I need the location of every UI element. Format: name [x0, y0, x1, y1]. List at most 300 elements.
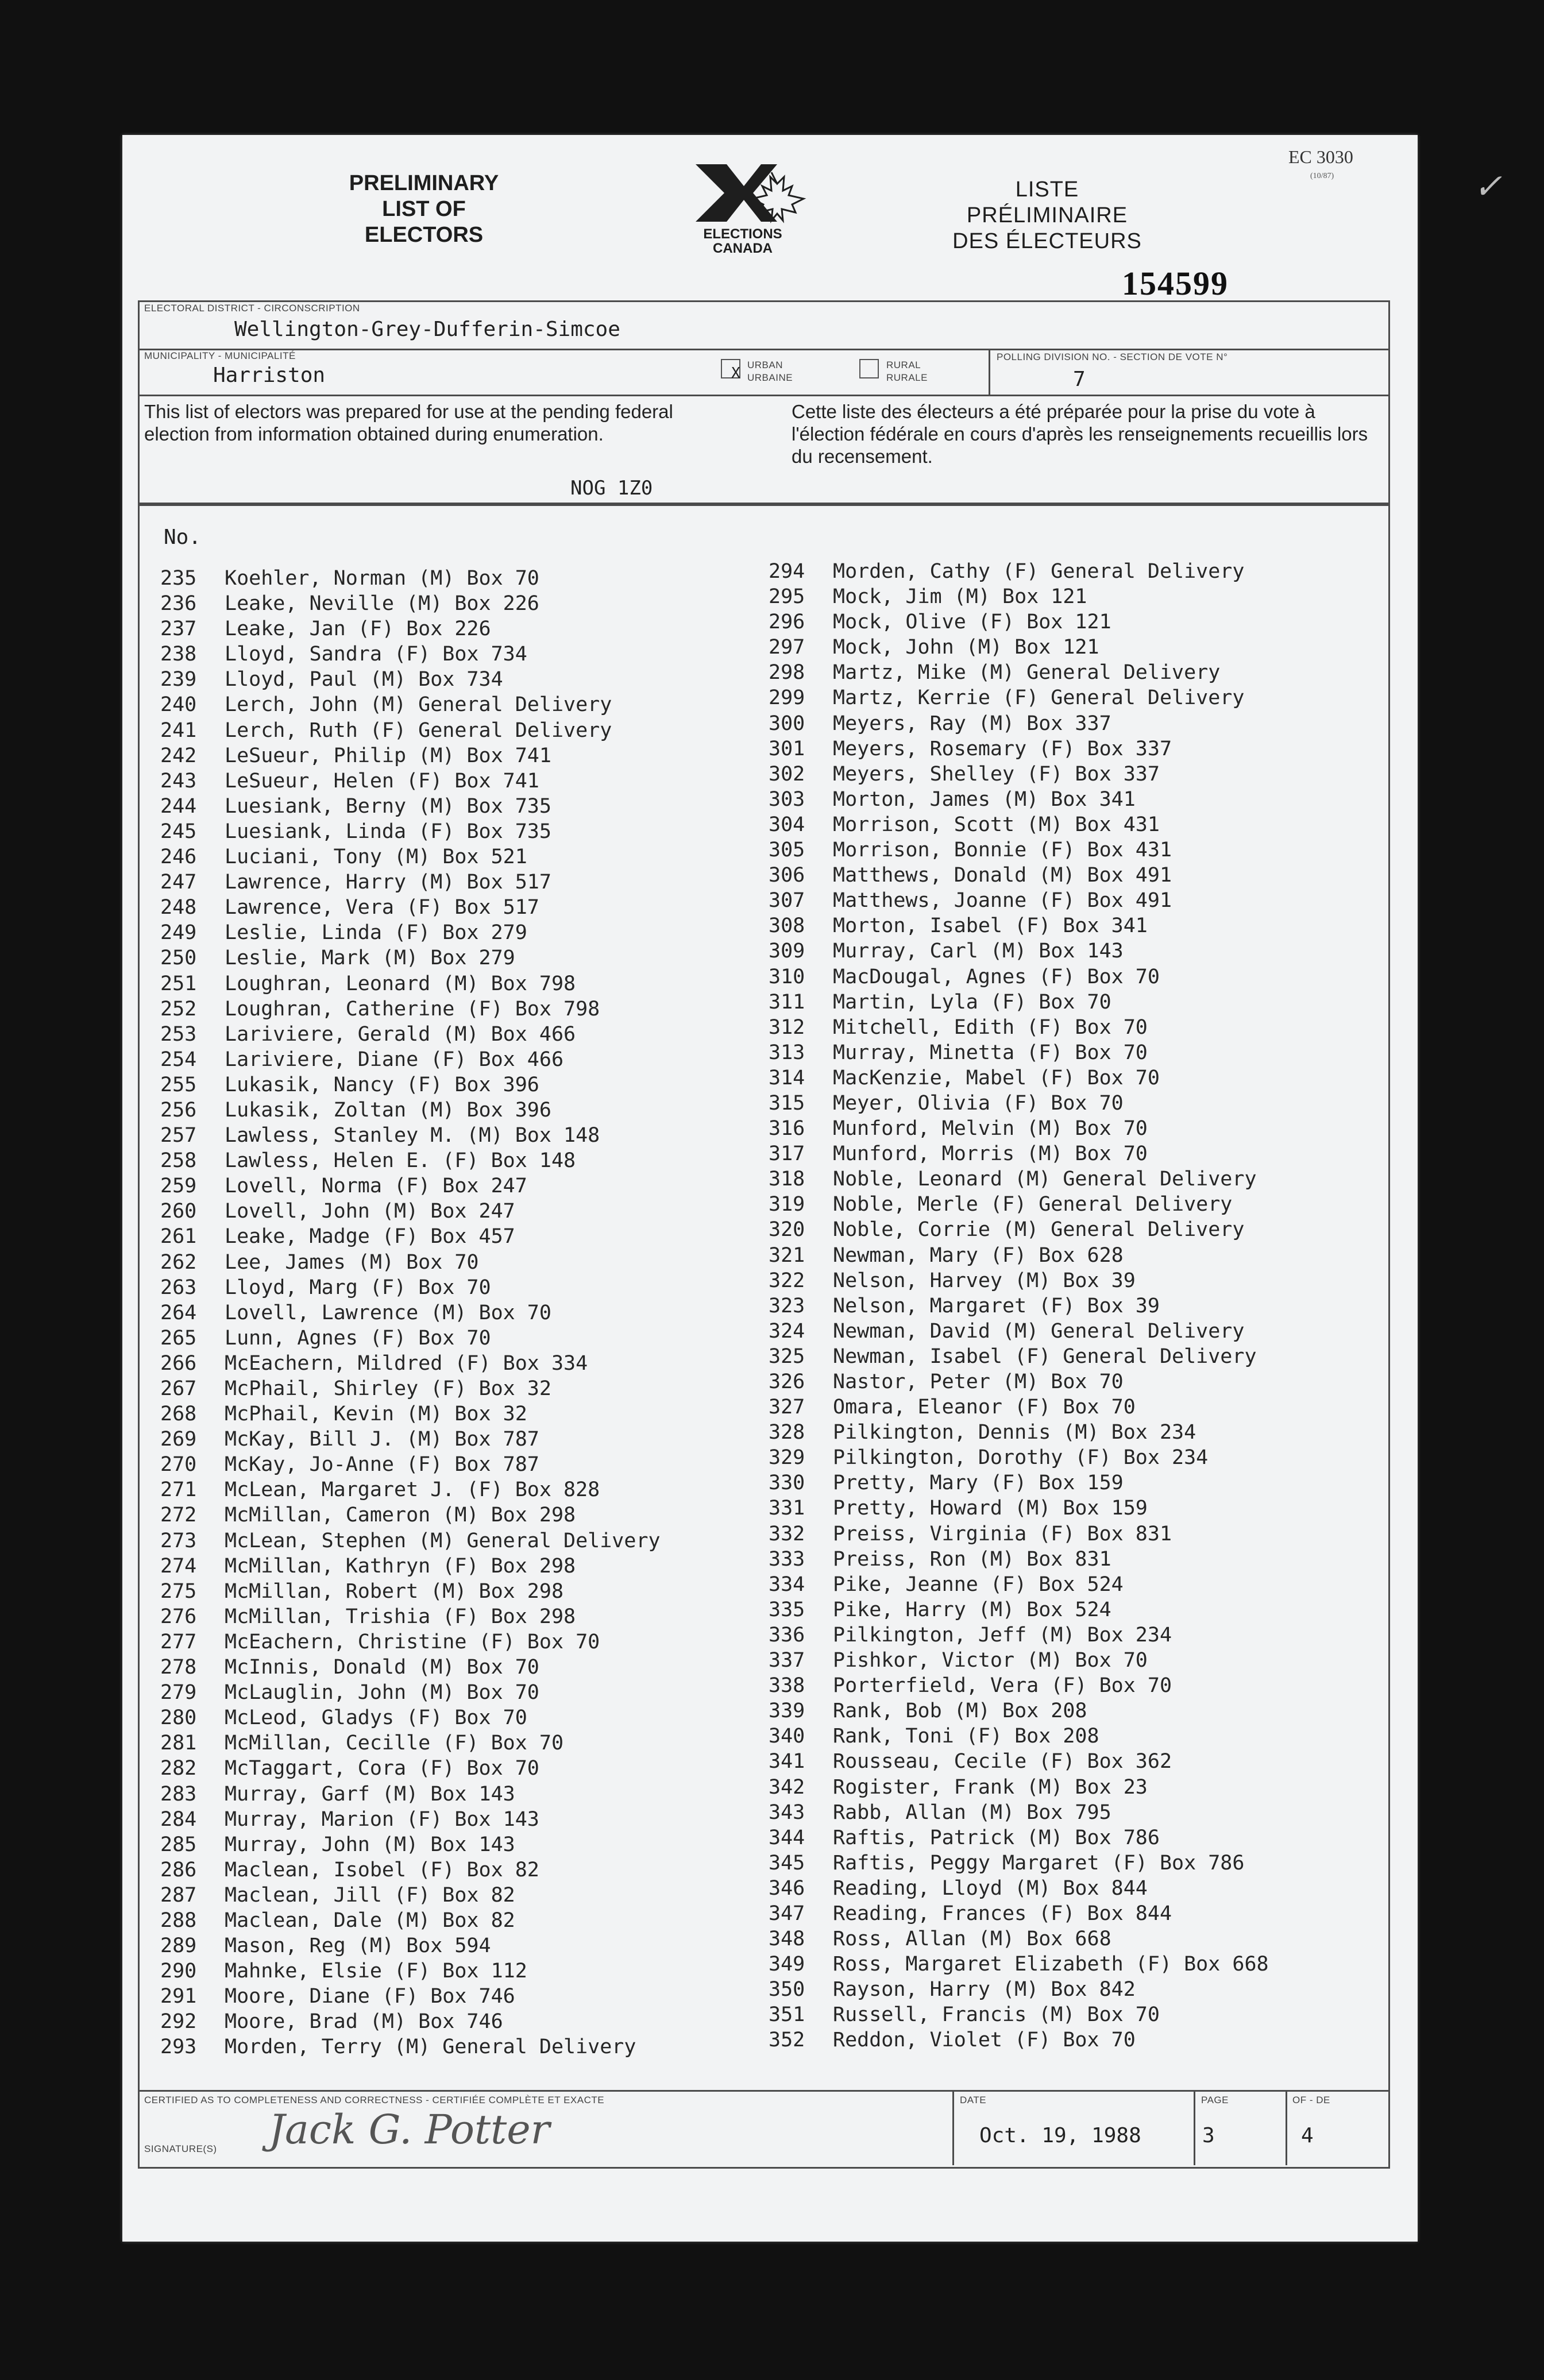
elector-entry: Luesiank, Berny (M) Box 735 [225, 794, 551, 818]
list-item [160, 1680, 661, 1705]
elector-number: 285 [160, 1833, 197, 1856]
elector-number: 268 [160, 1402, 197, 1426]
elector-number: 271 [160, 1478, 197, 1502]
elector-entry: McEachern, Christine (F) Box 70 [225, 1630, 600, 1653]
list-item [160, 718, 661, 743]
list-item [160, 1958, 661, 1984]
note-french: Cette liste des électeurs a été préparée pour la prise du vote à l'élection fédérale en cours d'après les renseignements recueillis lors du recensement. [792, 401, 1368, 467]
elector-entry: Leake, Neville (M) Box 226 [225, 592, 539, 616]
list-item [160, 616, 661, 642]
elector-entry: Maclean, Dale (M) Box 82 [225, 1908, 515, 1932]
elector-number: 265 [160, 1326, 197, 1350]
number-column-label: No. [164, 526, 202, 549]
elector-entry: McKay, Jo-Anne (F) Box 787 [225, 1453, 539, 1477]
elector-number: 259 [160, 1174, 197, 1198]
elector-number: 260 [160, 1200, 197, 1223]
elector-entry: Omara, Eleanor (F) Box 70 [833, 1396, 1136, 1419]
elector-number: 325 [769, 1344, 805, 1368]
elector-number: 340 [769, 1725, 805, 1748]
list-item [769, 1622, 1269, 1648]
date-value: Oct. 19, 1988 [979, 2124, 1141, 2147]
list-item [769, 1901, 1269, 1926]
list-item [769, 1217, 1269, 1242]
elector-entry: Meyer, Olivia (F) Box 70 [833, 1091, 1124, 1115]
elector-entry: Lloyd, Marg (F) Box 70 [225, 1276, 491, 1299]
logo-text-line2: CANADA [713, 241, 773, 256]
elector-entry: Pike, Harry (M) Box 524 [833, 1598, 1111, 1621]
elector-entry: McLean, Stephen (M) General Delivery [225, 1529, 661, 1552]
elector-entry: Mason, Reg (M) Box 594 [225, 1934, 491, 1958]
document-page [122, 135, 1418, 2242]
list-item [160, 2034, 661, 2060]
district-value: Wellington-Grey-Dufferin-Simcoe [234, 318, 620, 341]
elector-entry: McPhail, Shirley (F) Box 32 [225, 1377, 551, 1400]
elector-number: 266 [160, 1351, 197, 1375]
elector-entry: Mock, Jim (M) Box 121 [833, 585, 1087, 609]
maple-leaf-x-icon [691, 161, 823, 224]
elector-number: 332 [769, 1522, 805, 1546]
elector-entry: Reading, Lloyd (M) Box 844 [833, 1876, 1148, 1900]
list-item [160, 1275, 661, 1300]
elector-number: 241 [160, 718, 197, 742]
signature: Jack G. Potter [269, 2106, 550, 2153]
elector-entry: Raftis, Peggy Margaret (F) Box 786 [833, 1851, 1245, 1875]
elector-number: 290 [160, 1960, 197, 1983]
elector-entry: Noble, Merle (F) General Delivery [833, 1193, 1233, 1216]
elector-number: 323 [769, 1294, 805, 1318]
elector-number: 297 [769, 636, 805, 659]
serial-number: 154599 [1122, 265, 1229, 302]
list-item [769, 584, 1269, 609]
elector-entry: Rank, Toni (F) Box 208 [833, 1725, 1099, 1748]
elector-entry: Lukasik, Nancy (F) Box 396 [225, 1073, 539, 1096]
elector-entry: Meyers, Rosemary (F) Box 337 [833, 737, 1172, 760]
list-item [769, 1141, 1269, 1166]
elector-number: 306 [769, 864, 805, 887]
signature-label: SIGNATURE(S) [144, 2143, 217, 2154]
elector-entry: Raftis, Patrick (M) Box 786 [833, 1826, 1160, 1849]
elector-number: 311 [769, 990, 805, 1014]
elector-entry: Lerch, John (M) General Delivery [225, 693, 612, 717]
elector-entry: Leslie, Linda (F) Box 279 [225, 921, 527, 945]
elector-number: 269 [160, 1428, 197, 1451]
elector-number: 301 [769, 737, 805, 760]
elector-entry: Matthews, Joanne (F) Box 491 [833, 889, 1172, 913]
list-item [160, 1123, 661, 1148]
list-item [769, 2002, 1269, 2027]
elector-entry: Leake, Madge (F) Box 457 [225, 1225, 515, 1249]
elector-number: 322 [769, 1269, 805, 1292]
elector-entry: Martin, Lyla (F) Box 70 [833, 990, 1111, 1014]
list-item [160, 1604, 661, 1629]
elector-number: 237 [160, 617, 197, 641]
elector-number: 253 [160, 1022, 197, 1046]
elector-entry: MacKenzie, Mabel (F) Box 70 [833, 1066, 1160, 1089]
polling-label: POLLING DIVISION NO. - SECTION DE VOTE N° [997, 351, 1228, 362]
list-item [769, 1648, 1269, 1673]
list-item [160, 1477, 661, 1502]
list-item [769, 1775, 1269, 1800]
elector-number: 256 [160, 1098, 197, 1122]
elector-number: 238 [160, 643, 197, 666]
elector-number: 277 [160, 1630, 197, 1653]
list-item [160, 996, 661, 1022]
rural-checkbox [859, 359, 879, 381]
list-item [160, 1199, 661, 1224]
list-item [769, 787, 1269, 812]
elector-number: 331 [769, 1497, 805, 1520]
elector-number: 313 [769, 1041, 805, 1064]
elector-number: 345 [769, 1851, 805, 1875]
elector-entry: Mock, John (M) Box 121 [833, 636, 1099, 659]
elector-number: 314 [769, 1066, 805, 1089]
elector-number: 329 [769, 1446, 805, 1470]
list-item [769, 1724, 1269, 1749]
list-item [769, 1243, 1269, 1268]
elector-entry: McPhail, Kevin (M) Box 32 [225, 1402, 527, 1426]
list-item [160, 667, 661, 692]
elector-number: 351 [769, 2003, 805, 2027]
elector-entry: Nelson, Margaret (F) Box 39 [833, 1294, 1160, 1318]
elector-entry: Lee, James (M) Box 70 [225, 1250, 479, 1274]
elector-number: 312 [769, 1015, 805, 1039]
elector-number: 327 [769, 1396, 805, 1419]
elector-entry: Pike, Jeanne (F) Box 524 [833, 1572, 1124, 1596]
list-item [769, 1116, 1269, 1141]
list-item [769, 1470, 1269, 1496]
list-item [769, 1445, 1269, 1470]
page-value: 3 [1202, 2124, 1215, 2147]
elector-entry: Pilkington, Jeff (M) Box 234 [833, 1623, 1172, 1647]
urban-label-en: URBAN [747, 360, 783, 370]
list-item [160, 1022, 661, 1047]
elector-number: 273 [160, 1529, 197, 1552]
elector-entry: McMillan, Cameron (M) Box 298 [225, 1504, 576, 1527]
list-item [769, 1597, 1269, 1622]
list-item [160, 794, 661, 819]
postal-code: NOG 1Z0 [570, 477, 653, 500]
elector-number: 339 [769, 1699, 805, 1723]
elector-entry: Morrison, Bonnie (F) Box 431 [833, 839, 1172, 862]
elector-entry: McEachern, Mildred (F) Box 334 [225, 1351, 588, 1375]
elector-entry: McInnis, Donald (M) Box 70 [225, 1656, 539, 1679]
elector-entry: Preiss, Ron (M) Box 831 [833, 1547, 1111, 1571]
elector-entry: Lerch, Ruth (F) General Delivery [225, 718, 612, 742]
divider [1286, 2090, 1287, 2165]
elector-entry: Noble, Corrie (M) General Delivery [833, 1218, 1245, 1242]
elector-entry: Martz, Kerrie (F) General Delivery [833, 686, 1245, 710]
elector-number: 248 [160, 896, 197, 919]
date-label: DATE [960, 2095, 987, 2105]
elector-number: 298 [769, 661, 805, 685]
form-code: EC 3030 [1288, 146, 1353, 167]
list-item [160, 692, 661, 717]
list-item [160, 1730, 661, 1756]
list-item [160, 1401, 661, 1427]
elector-number: 247 [160, 871, 197, 894]
list-item [160, 1629, 661, 1655]
elector-number: 337 [769, 1649, 805, 1672]
list-item [769, 635, 1269, 660]
list-item [160, 1528, 661, 1554]
elector-entry: Maclean, Isobel (F) Box 82 [225, 1858, 539, 1881]
list-item [769, 1521, 1269, 1547]
elector-entry: Lawless, Helen E. (F) Box 148 [225, 1149, 576, 1173]
elector-number: 315 [769, 1091, 805, 1115]
elector-number: 267 [160, 1377, 197, 1400]
elector-entry: Lloyd, Paul (M) Box 734 [225, 668, 503, 691]
divider [138, 349, 1388, 350]
elector-number: 302 [769, 762, 805, 786]
list-item [769, 1698, 1269, 1724]
elector-number: 287 [160, 1883, 197, 1907]
elector-number: 283 [160, 1782, 197, 1806]
list-item [769, 888, 1269, 913]
elector-entry: Noble, Leonard (M) General Delivery [833, 1168, 1257, 1191]
elector-list-left [160, 566, 661, 2060]
margin-mark: ✓ [1473, 167, 1503, 207]
list-item [160, 2009, 661, 2034]
elector-number: 300 [769, 712, 805, 735]
elector-entry: LeSueur, Helen (F) Box 741 [225, 769, 539, 793]
title-fr-line1: LISTE [1015, 177, 1079, 202]
elector-number: 270 [160, 1453, 197, 1477]
title-en-line2: LIST OF [382, 197, 466, 221]
certified-label: CERTIFIED AS TO COMPLETENESS AND CORRECTNESS - CERTIFIÉE COMPLÈTE ET EXACTE [144, 2095, 605, 2105]
list-item [160, 1502, 661, 1528]
list-item [769, 1800, 1269, 1825]
elector-number: 307 [769, 889, 805, 913]
elector-number: 251 [160, 972, 197, 995]
elector-entry: Newman, Isabel (F) General Delivery [833, 1344, 1257, 1368]
elector-number: 347 [769, 1902, 805, 1925]
elector-entry: Ross, Margaret Elizabeth (F) Box 668 [833, 1953, 1269, 1976]
elector-number: 291 [160, 1985, 197, 2008]
elector-number: 245 [160, 820, 197, 843]
elector-number: 321 [769, 1243, 805, 1267]
elector-number: 275 [160, 1579, 197, 1603]
elector-number: 264 [160, 1301, 197, 1324]
elector-entry: McMillan, Kathryn (F) Box 298 [225, 1554, 576, 1578]
list-item [160, 1047, 661, 1072]
elector-number: 295 [769, 585, 805, 609]
elector-number: 320 [769, 1218, 805, 1242]
elector-number: 281 [160, 1732, 197, 1755]
form-code-date: (10/87) [1310, 172, 1334, 180]
elector-number: 236 [160, 592, 197, 616]
elector-number: 258 [160, 1149, 197, 1173]
elector-entry: McLeod, Gladys (F) Box 70 [225, 1706, 527, 1730]
elector-entry: Reading, Frances (F) Box 844 [833, 1902, 1172, 1925]
urban-label [747, 359, 793, 384]
list-item [160, 1807, 661, 1832]
elector-entry: Ross, Allan (M) Box 668 [833, 1927, 1111, 1951]
list-item [160, 1427, 661, 1452]
elector-entry: Nastor, Peter (M) Box 70 [833, 1370, 1124, 1393]
elector-number: 257 [160, 1124, 197, 1148]
list-item [160, 1782, 661, 1807]
elector-entry: Koehler, Norman (M) Box 70 [225, 567, 539, 590]
list-item [769, 2027, 1269, 2053]
elector-entry: Mahnke, Elsie (F) Box 112 [225, 1960, 527, 1983]
title-french [938, 177, 1156, 254]
elector-number: 304 [769, 813, 805, 836]
list-item [769, 938, 1269, 964]
list-item [769, 1192, 1269, 1217]
municipality-label: MUNICIPALITY - MUNICIPALITÉ [144, 350, 296, 361]
list-item [160, 1376, 661, 1401]
elector-entry: McMillan, Robert (M) Box 298 [225, 1579, 564, 1603]
elector-number: 328 [769, 1421, 805, 1444]
elector-entry: Lawrence, Harry (M) Box 517 [225, 871, 551, 894]
elector-entry: Meyers, Ray (M) Box 337 [833, 712, 1111, 735]
list-item [769, 863, 1269, 888]
title-fr-line2: PRÉLIMINAIRE [966, 203, 1128, 227]
elector-entry: Rayson, Harry (M) Box 842 [833, 1978, 1136, 2002]
elector-entry: Lovell, John (M) Box 247 [225, 1200, 515, 1223]
logo-text-line1: ELECTIONS [703, 226, 782, 242]
elector-entry: Lawrence, Vera (F) Box 517 [225, 896, 539, 919]
elector-entry: Murray, Minetta (F) Box 70 [833, 1041, 1148, 1064]
elector-number: 263 [160, 1276, 197, 1299]
rural-label-en: RURAL [886, 360, 921, 370]
elections-canada-logo [691, 161, 823, 258]
elector-number: 341 [769, 1750, 805, 1774]
elector-entry: Lukasik, Zoltan (M) Box 396 [225, 1098, 551, 1122]
elector-entry: Lovell, Lawrence (M) Box 70 [225, 1301, 551, 1324]
of-label: OF - DE [1292, 2095, 1330, 2105]
elector-entry: McKay, Bill J. (M) Box 787 [225, 1428, 539, 1451]
list-item [769, 1952, 1269, 1977]
elector-entry: Morton, Isabel (F) Box 341 [833, 914, 1148, 938]
list-item [160, 844, 661, 870]
elector-entry: McMillan, Trishia (F) Box 298 [225, 1605, 576, 1628]
elector-number: 317 [769, 1142, 805, 1166]
list-item [769, 1268, 1269, 1293]
list-item [769, 1547, 1269, 1572]
elector-entry: Nelson, Harvey (M) Box 39 [833, 1269, 1136, 1292]
list-item [769, 1420, 1269, 1445]
elector-number: 305 [769, 839, 805, 862]
elector-number: 286 [160, 1858, 197, 1881]
elector-number: 250 [160, 946, 197, 970]
list-item [160, 819, 661, 844]
elector-number: 342 [769, 1775, 805, 1799]
divider [1194, 2090, 1195, 2165]
elector-entry: Murray, Garf (M) Box 143 [225, 1782, 515, 1806]
list-item [769, 837, 1269, 863]
list-item [769, 685, 1269, 710]
elector-entry: Moore, Diane (F) Box 746 [225, 1985, 515, 2008]
list-item [769, 1572, 1269, 1597]
elector-number: 262 [160, 1250, 197, 1274]
elector-entry: McMillan, Cecille (F) Box 70 [225, 1732, 564, 1755]
divider [989, 349, 990, 395]
list-item [160, 1984, 661, 2009]
elector-number: 319 [769, 1193, 805, 1216]
elector-entry: Lloyd, Sandra (F) Box 734 [225, 643, 527, 666]
elector-number: 303 [769, 787, 805, 811]
elector-entry: Preiss, Virginia (F) Box 831 [833, 1522, 1172, 1546]
list-item [160, 870, 661, 895]
elector-number: 316 [769, 1117, 805, 1141]
elector-number: 276 [160, 1605, 197, 1628]
elector-number: 288 [160, 1908, 197, 1932]
list-item [769, 660, 1269, 685]
elector-number: 343 [769, 1801, 805, 1824]
elector-entry: Martz, Mike (M) General Delivery [833, 661, 1221, 685]
elector-entry: Pilkington, Dennis (M) Box 234 [833, 1421, 1196, 1444]
list-item [160, 1173, 661, 1199]
elector-entry: Russell, Francis (M) Box 70 [833, 2003, 1160, 2027]
list-item [160, 1098, 661, 1123]
title-english [306, 171, 542, 248]
elector-number: 350 [769, 1978, 805, 2002]
list-item [160, 1452, 661, 1477]
elector-number: 254 [160, 1048, 197, 1071]
elector-entry: Reddon, Violet (F) Box 70 [833, 2029, 1136, 2052]
municipality-value: Harriston [213, 364, 326, 387]
list-item [160, 895, 661, 920]
title-en-line3: ELECTORS [364, 223, 484, 247]
list-item [769, 964, 1269, 990]
elector-number: 344 [769, 1826, 805, 1849]
elector-number: 293 [160, 2035, 197, 2059]
elector-entry: Pretty, Mary (F) Box 159 [833, 1471, 1124, 1495]
elector-entry: Lariviere, Diane (F) Box 466 [225, 1048, 564, 1071]
urban-mark: X [731, 365, 740, 382]
of-value: 4 [1301, 2124, 1314, 2147]
elector-number: 284 [160, 1807, 197, 1831]
elector-number: 282 [160, 1757, 197, 1780]
elector-number: 330 [769, 1471, 805, 1495]
elector-entry: Newman, David (M) General Delivery [833, 1319, 1245, 1343]
elector-number: 249 [160, 921, 197, 945]
list-item [769, 1673, 1269, 1698]
list-item [769, 1749, 1269, 1774]
urban-label-fr: URBAINE [747, 372, 793, 383]
elector-number: 272 [160, 1504, 197, 1527]
list-item [769, 812, 1269, 837]
elector-entry: Mitchell, Edith (F) Box 70 [833, 1015, 1148, 1039]
urban-checkbox [721, 359, 740, 381]
elector-number: 349 [769, 1953, 805, 1976]
elector-number: 309 [769, 940, 805, 963]
elector-entry: Murray, Marion (F) Box 143 [225, 1807, 539, 1831]
list-item [769, 1015, 1269, 1040]
elector-number: 261 [160, 1225, 197, 1249]
list-item [769, 1166, 1269, 1192]
list-item [769, 1850, 1269, 1876]
list-item [769, 559, 1269, 584]
list-item [160, 971, 661, 996]
elector-number: 246 [160, 845, 197, 869]
elector-entry: Luesiank, Linda (F) Box 735 [225, 820, 551, 843]
elector-number: 292 [160, 2010, 197, 2034]
list-item [160, 1072, 661, 1098]
elector-entry: Munford, Morris (M) Box 70 [833, 1142, 1148, 1166]
rural-box [859, 359, 879, 378]
district-label: ELECTORAL DISTRICT - CIRCONSCRIPTION [144, 303, 360, 314]
elector-entry: Rogister, Frank (M) Box 23 [833, 1775, 1148, 1799]
elector-entry: Munford, Melvin (M) Box 70 [833, 1117, 1148, 1141]
elector-number: 294 [769, 560, 805, 583]
elector-number: 239 [160, 668, 197, 691]
elector-number: 334 [769, 1572, 805, 1596]
list-item [769, 1926, 1269, 1952]
title-en-line1: PRELIMINARY [349, 171, 499, 195]
elector-number: 252 [160, 997, 197, 1021]
